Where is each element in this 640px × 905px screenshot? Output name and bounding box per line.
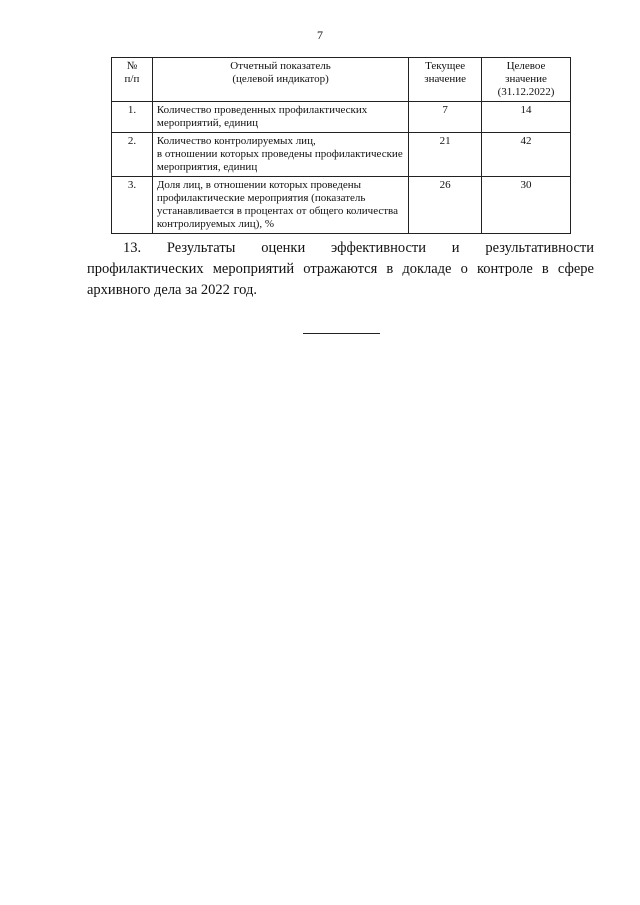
header-num: № п/п xyxy=(112,58,153,102)
indicators-table xyxy=(111,57,571,234)
table-row xyxy=(112,177,571,234)
row-num: 2. xyxy=(112,133,153,177)
row-target-value: 30 xyxy=(482,177,571,234)
results-paragraph: 13. Результаты оценки эффективности и результативности профилактических мероприятий отражаются в докладе о контроле в сфере архивного дела за 2022 год. xyxy=(87,240,594,298)
row-num: 3. xyxy=(112,177,153,234)
row-indicator-name: Количество контролируемых лиц, в отношении которых проведены профилактические мероприятия, единиц xyxy=(152,133,408,177)
table-row xyxy=(112,133,571,177)
row-current-value: 26 xyxy=(409,177,482,234)
separator-line xyxy=(303,333,380,334)
row-current-value: 21 xyxy=(409,133,482,177)
page-number: 7 xyxy=(317,28,323,42)
row-indicator-name: Количество проведенных профилактических мероприятий, единиц xyxy=(152,102,408,133)
table-row xyxy=(112,102,571,133)
header-current-value: Текущее значение xyxy=(409,58,482,102)
row-target-value: 14 xyxy=(482,102,571,133)
row-target-value: 42 xyxy=(482,133,571,177)
row-num: 1. xyxy=(112,102,153,133)
row-indicator-name: Доля лиц, в отношении которых проведены профилактические мероприятия (показатель устанавливается в процентах от общего количества контролируемых лиц), % xyxy=(152,177,408,234)
header-target-value: Целевое значение (31.12.2022) xyxy=(482,58,571,102)
row-current-value: 7 xyxy=(409,102,482,133)
header-indicator: Отчетный показатель (целевой индикатор) xyxy=(152,58,408,102)
table-header-row xyxy=(112,58,571,102)
